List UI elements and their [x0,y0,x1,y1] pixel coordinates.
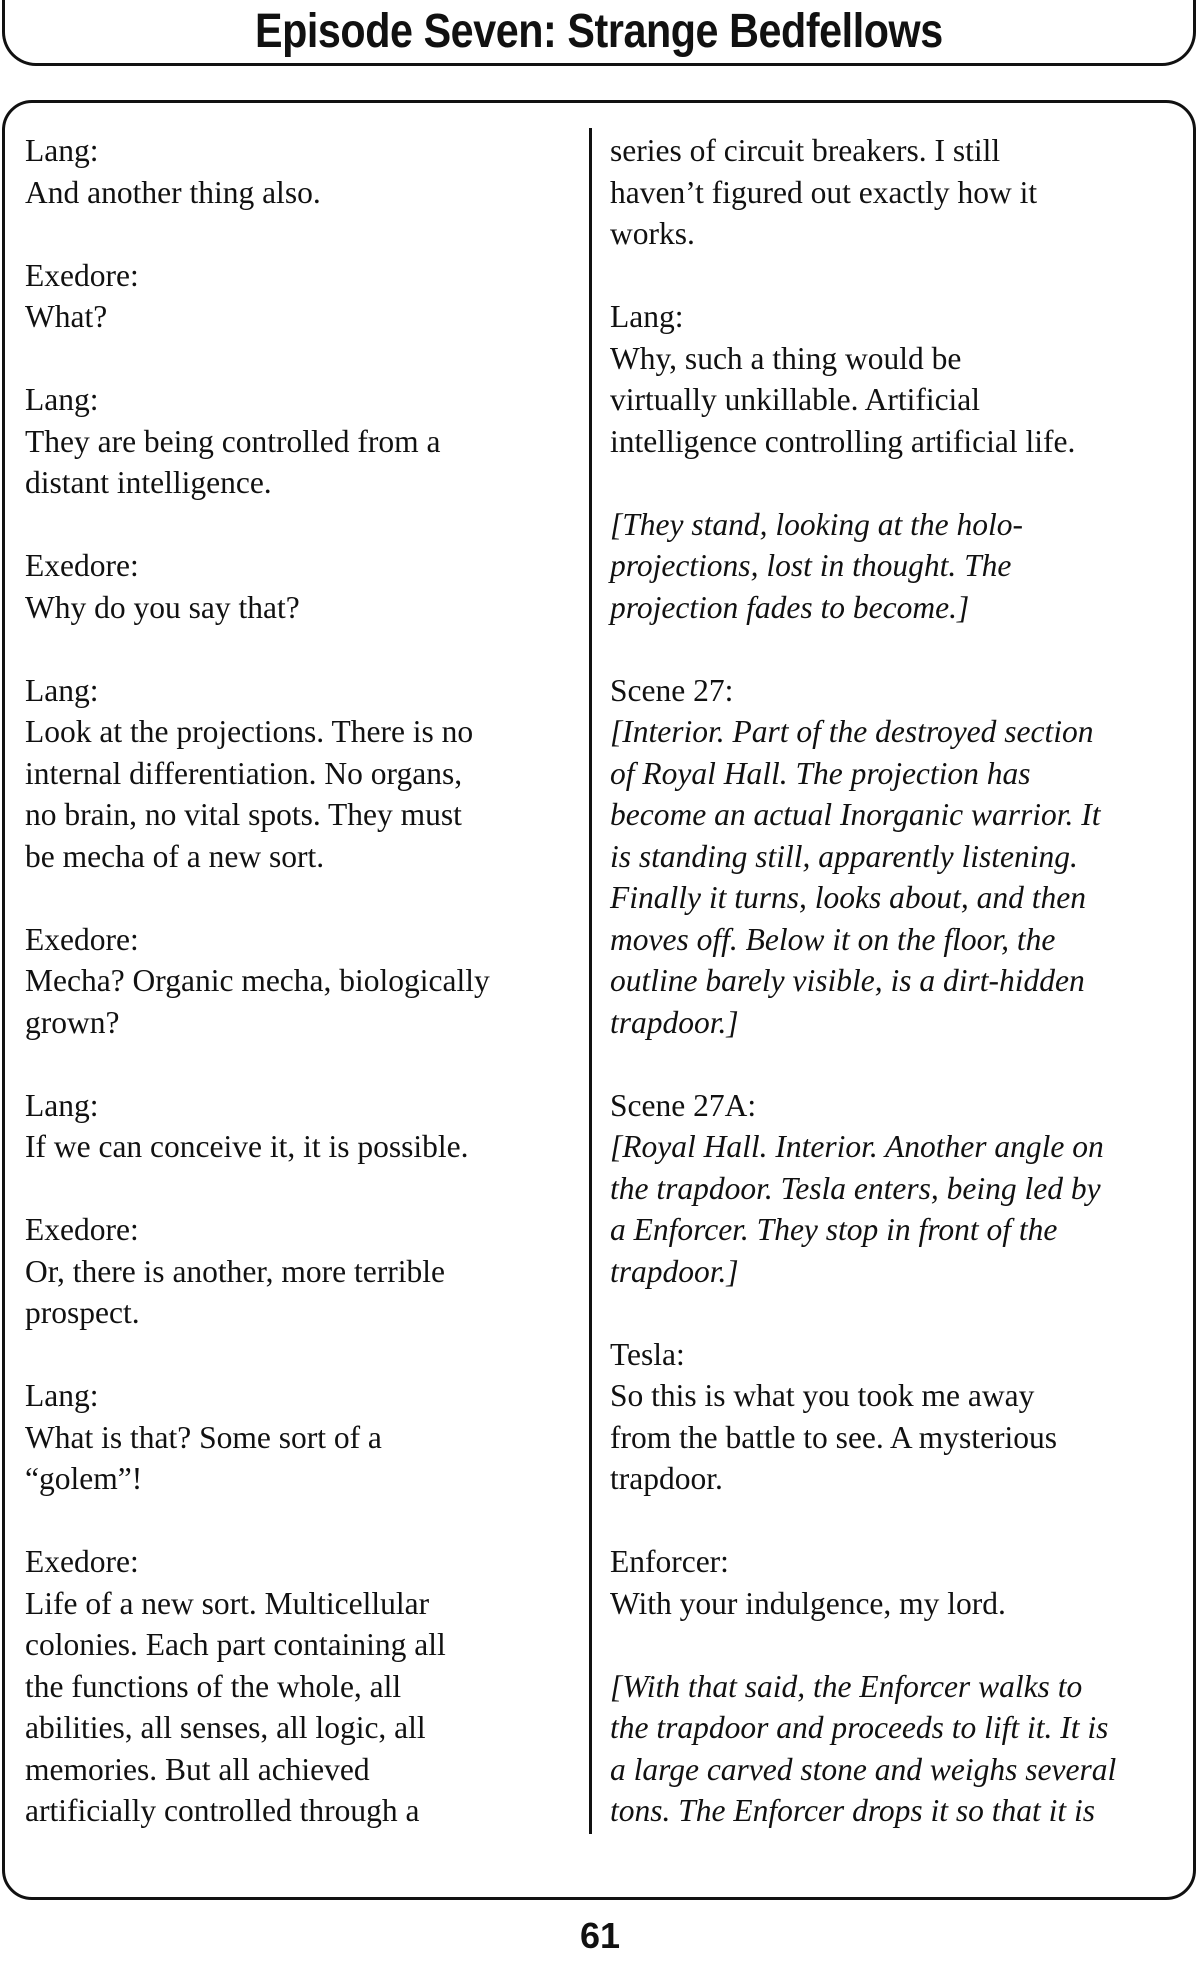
speaker-name: Tesla: [610,1336,685,1372]
dialogue-block [25,379,585,504]
column-divider [589,128,592,1834]
dialogue-block [610,1334,1178,1500]
dialogue-block [25,1375,585,1500]
direction-line: the trapdoor and proceeds to lift it. It is [610,1710,1109,1745]
dialogue-line: What is that? Some sort of a [25,1419,382,1455]
speaker-name: Lang: [25,672,99,708]
dialogue-block [25,255,585,338]
dialogue-block [610,1541,1178,1624]
dialogue-line: internal differentiation. No organs, [25,755,463,791]
dialogue-block [25,1541,585,1832]
dialogue-line: colonies. Each part containing all [25,1627,446,1662]
direction-line: projections, lost in thought. The [610,548,1012,583]
dialogue-line: What? [25,299,108,334]
direction-line: the trapdoor. Tesla enters, being led by [610,1170,1101,1206]
dialogue-line: abilities, all senses, all logic, all [25,1710,426,1745]
dialogue-line: from the battle to see. A mysterious [610,1419,1058,1455]
speaker-name: Lang: [25,1087,99,1123]
direction-line: Finally it turns, looks about, and then [610,880,1086,915]
dialogue-block [25,670,585,878]
dialogue-block [25,130,585,213]
dialogue-line: Why, such a thing would be [610,340,962,376]
dialogue-block [25,919,585,1044]
dialogue-line: Life of a new sort. Multicellular [25,1585,430,1621]
dialogue-line: distant intelligence. [25,465,272,500]
dialogue-line: artificially controlled through a [25,1793,420,1828]
dialogue-line: Mecha? Organic mecha, biologically [25,963,490,998]
direction-line: a large carved stone and weighs several [610,1751,1117,1787]
speaker-name: Exedore: [25,1544,139,1579]
left-column [25,130,585,1832]
direction-line: moves off. Below it on the floor, the [610,921,1056,957]
speaker-name: Lang: [25,382,99,417]
page-title: Episode Seven: Strange Bedfellows [255,5,943,58]
direction-line: [Royal Hall. Interior. Another angle on [610,1129,1104,1164]
dialogue-line: grown? [25,1004,120,1040]
speaker-name: Exedore: [25,1212,139,1247]
dialogue-line: trapdoor. [610,1461,723,1496]
dialogue-line: virtually unkillable. Artificial [610,382,981,417]
dialogue-line: Why do you say that? [25,589,300,625]
dialogue-line: prospect. [25,1295,140,1330]
dialogue-block [25,545,585,628]
dialogue-line: With your indulgence, my lord. [610,1585,1006,1621]
direction-line: outline barely visible, is a dirt-hidden [610,963,1085,998]
speaker-name: Exedore: [25,257,139,293]
speaker-name: Lang: [25,1378,99,1413]
direction-line: tons. The Enforcer drops it so that it is [610,1793,1096,1828]
direction-line: trapdoor.] [610,1004,739,1040]
direction-line: projection fades to become.] [610,589,970,625]
direction-line: become an actual Inorganic warrior. It [610,797,1101,832]
dialogue-continuation [610,130,1178,255]
dialogue-line: Or, there is another, more terrible [25,1253,445,1289]
speaker-name: Enforcer: [610,1544,729,1579]
dialogue-line: be mecha of a new sort. [25,838,325,874]
direction-line: [With that said, the Enforcer walks to [610,1668,1083,1704]
dialogue-line: memories. But all achieved [25,1751,370,1787]
direction-line: a Enforcer. They stop in front of the [610,1212,1058,1247]
dialogue-line: So this is what you took me away [610,1378,1035,1413]
scene-heading: Scene 27A: [610,1087,757,1123]
direction-line: [Interior. Part of the destroyed section [610,714,1094,749]
speaker-name: Exedore: [25,921,139,957]
scene-block [610,1085,1178,1293]
dialogue-block [610,296,1178,462]
speaker-name: Lang: [25,133,99,168]
dialogue-line: haven’t figured out exactly how it [610,174,1038,210]
scene-heading: Scene 27: [610,672,734,708]
dialogue-line: intelligence controlling artificial life. [610,423,1076,459]
dialogue-line: And another thing also. [25,174,321,210]
speaker-name: Exedore: [25,548,139,583]
dialogue-line: Look at the projections. There is no [25,714,474,749]
scene-block [610,670,1178,1044]
stage-direction [610,1666,1178,1832]
dialogue-line: the functions of the whole, all [25,1668,402,1704]
dialogue-line: works. [610,216,695,251]
dialogue-line: “golem”! [25,1461,143,1496]
title-banner [2,0,1196,66]
dialogue-block [25,1085,585,1168]
direction-line: of Royal Hall. The projection has [610,755,1031,791]
direction-line: [They stand, looking at the holo- [610,506,1023,542]
right-column [610,130,1178,1832]
stage-direction [610,504,1178,629]
direction-line: is standing still, apparently listening. [610,838,1078,874]
dialogue-line: no brain, no vital spots. They must [25,797,462,832]
dialogue-line: They are being controlled from a [25,423,441,459]
page-number: 61 [579,1915,621,1956]
speaker-name: Lang: [610,299,684,334]
dialogue-block [25,1209,585,1334]
direction-line: trapdoor.] [610,1253,739,1289]
dialogue-line: series of circuit breakers. I still [610,133,1001,168]
dialogue-line: If we can conceive it, it is possible. [25,1129,469,1164]
